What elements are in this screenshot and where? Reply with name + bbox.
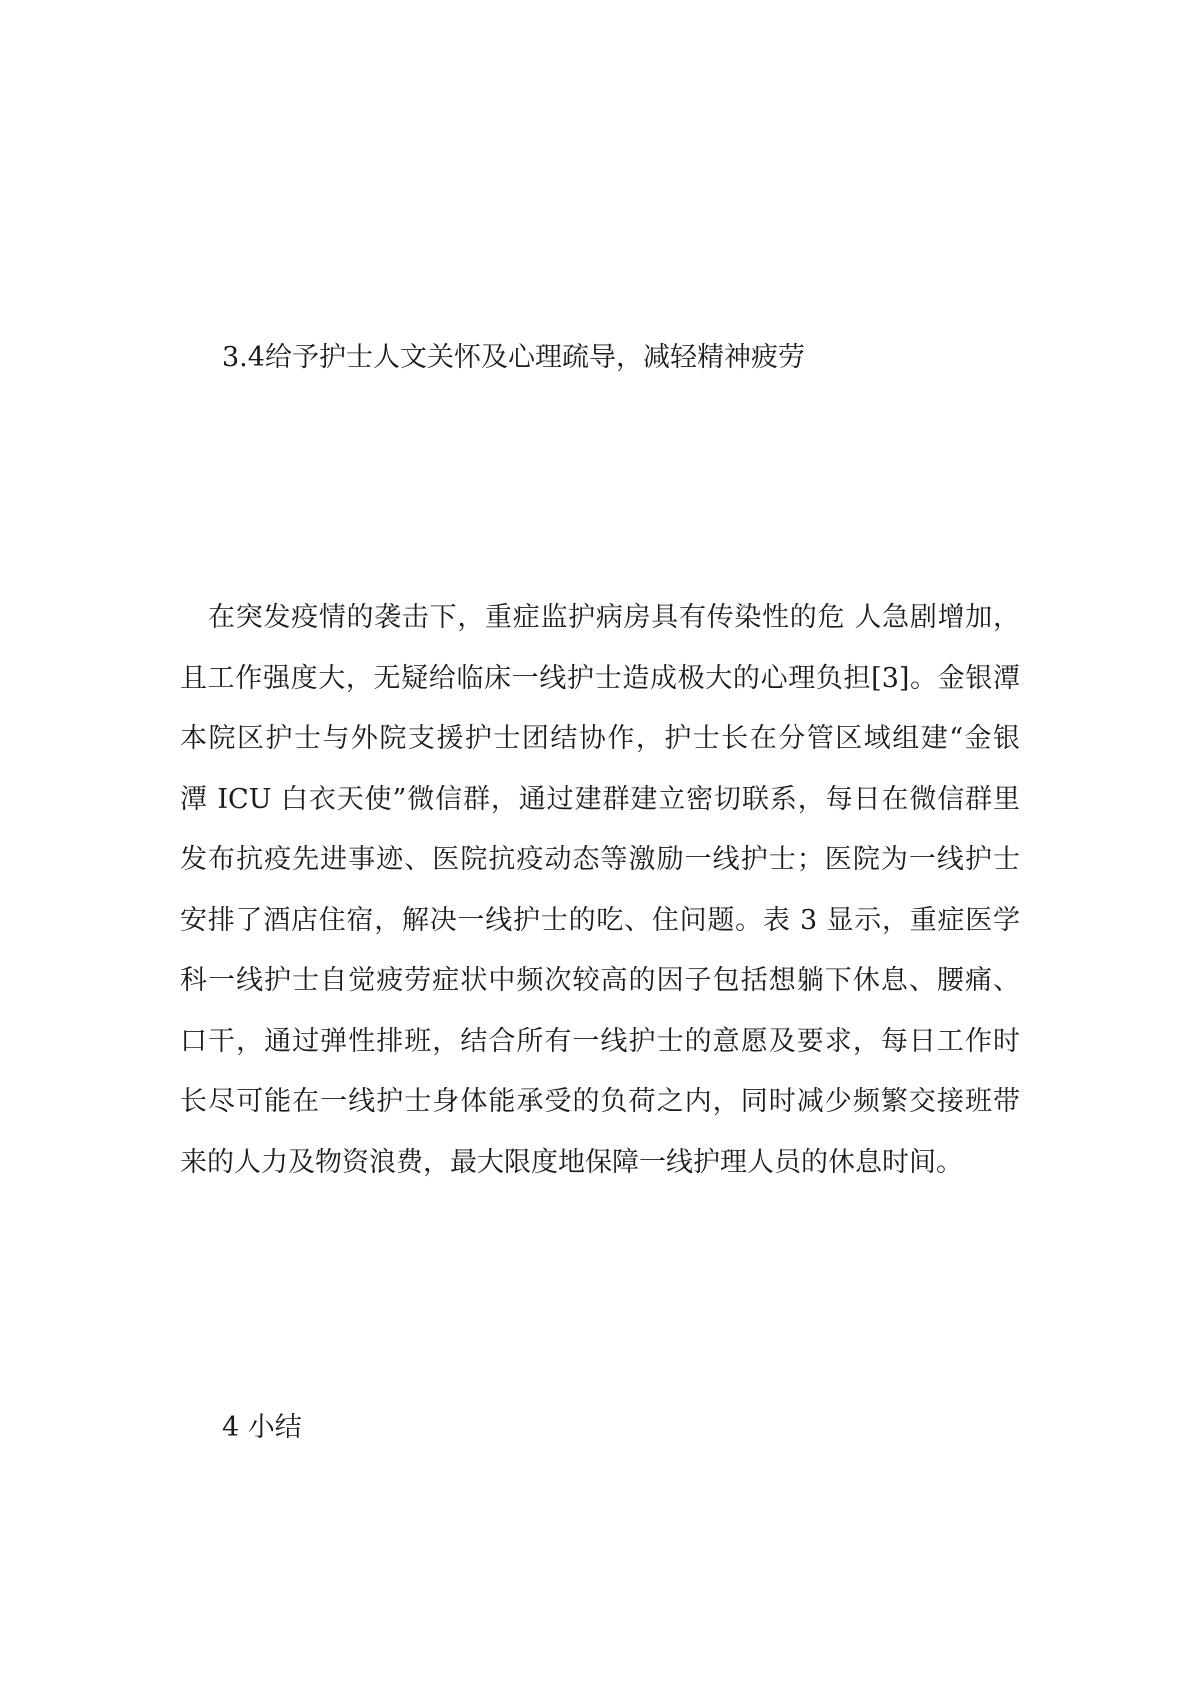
paragraph-line-6: 安排了酒店住宿，解决一线护士的吃、住问题。表 3 显示，重症医学 <box>180 904 1020 936</box>
section-heading-4: 4 小结 <box>222 1412 302 1443</box>
paragraph-line-2: 且工作强度大，无疑给临床一线护士造成极大的心理负担[3]。金银潭 <box>180 662 1020 694</box>
body-paragraph <box>180 588 1020 1193</box>
paragraph-line-7: 科一线护士自觉疲劳症状中频次较高的因子包括想躺下休息、腰痛、 <box>180 965 1020 996</box>
paragraph-line-1: 在突发疫情的袭击下，重症监护病房具有传染性的危 人急剧增加， <box>208 602 1020 633</box>
section-heading-3-4: 3.4给予护士人文关怀及心理疏导，减轻精神疲劳 <box>222 342 805 373</box>
paragraph-line-5: 发布抗疫先进事迹、医院抗疫动态等激励一线护士；医院为一线护士 <box>180 844 1020 875</box>
paragraph-line-8: 口干，通过弹性排班，结合所有一线护士的意愿及要求，每日工作时 <box>180 1025 1020 1057</box>
paragraph-line-4: 潭 ICU 白衣天使”微信群，通过建群建立密切联系，每日在微信群里 <box>180 783 1020 815</box>
paragraph-line-10: 来的人力及物资浪费，最大限度地保障一线护理人员的休息时间。 <box>180 1146 963 1178</box>
paragraph-line-3: 本院区护士与外院支援护士团结协作，护士长在分管区域组建“金银 <box>180 723 1020 754</box>
paragraph-line-9: 长尽可能在一线护士身体能承受的负荷之内，同时减少频繁交接班带 <box>180 1086 1020 1117</box>
